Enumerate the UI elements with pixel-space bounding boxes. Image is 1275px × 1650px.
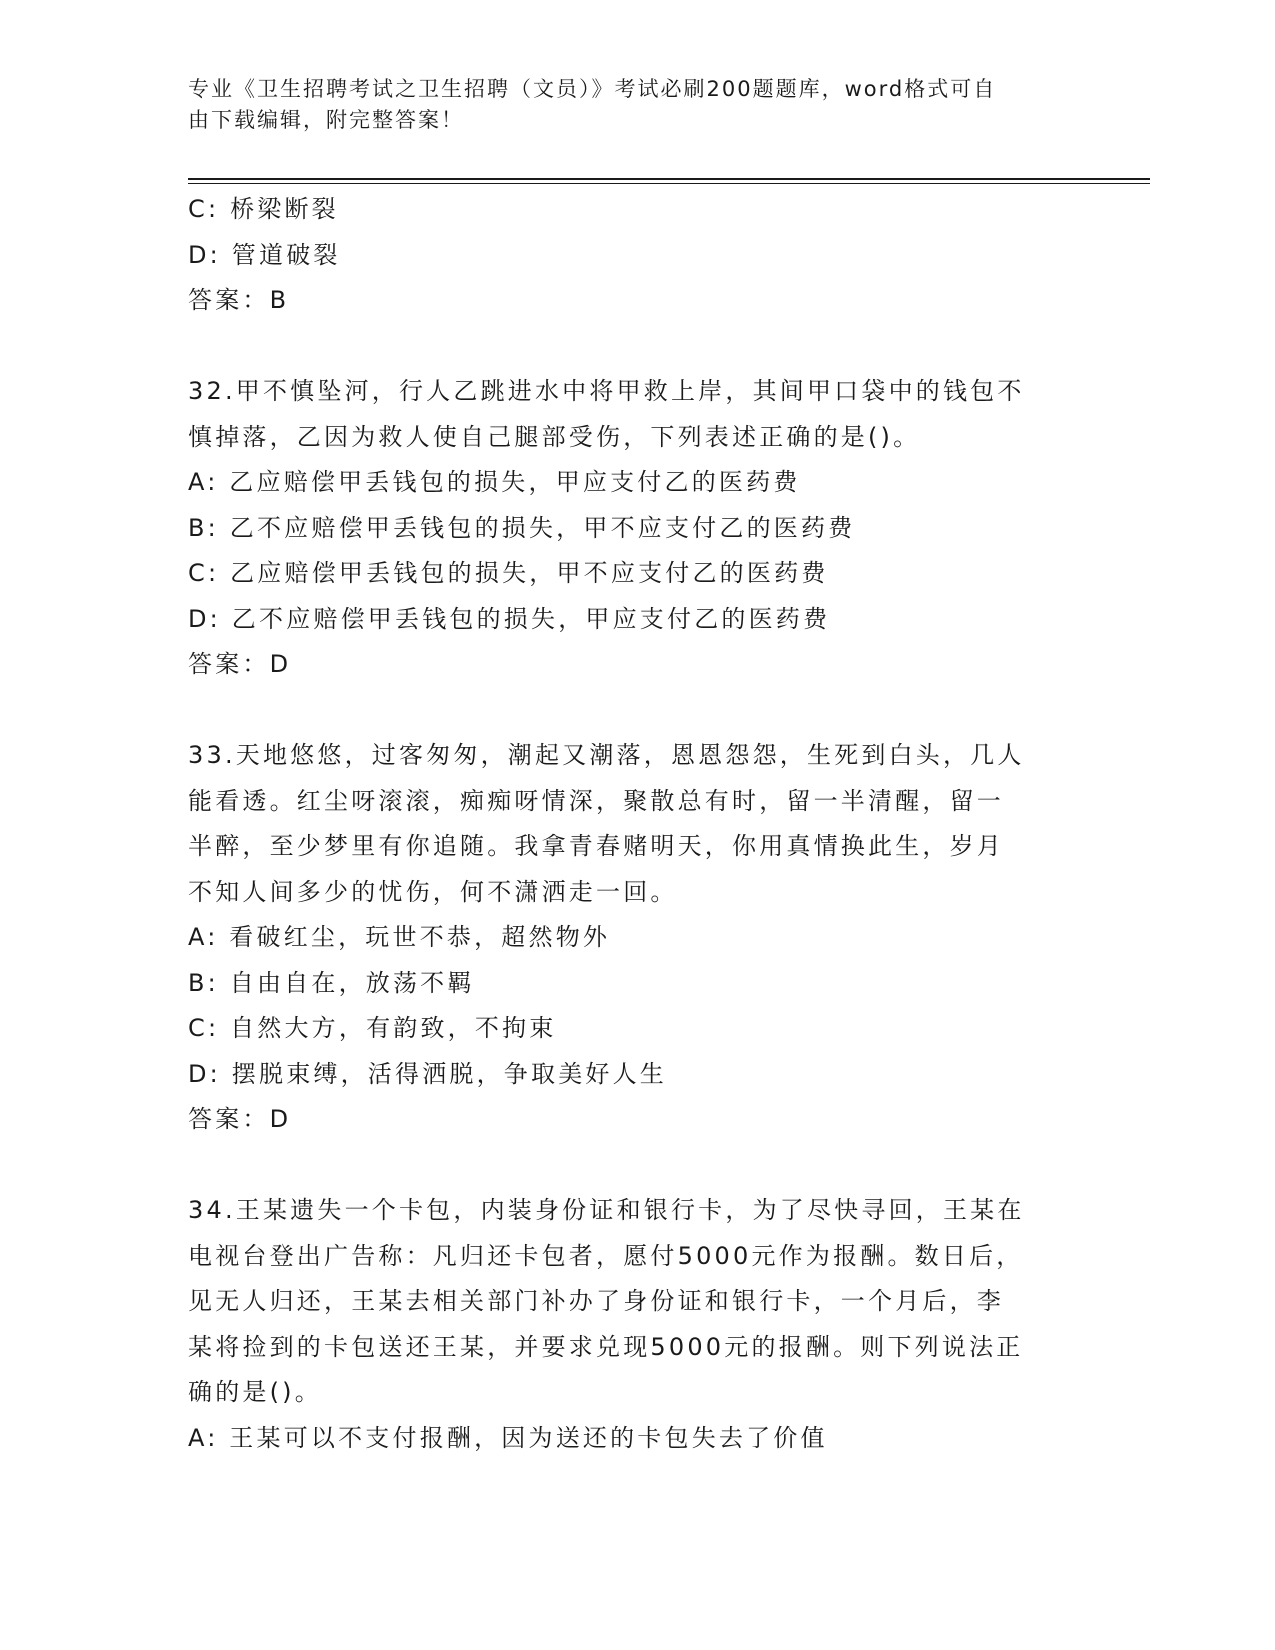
option-a: A: 王某可以不支付报酬，因为送还的卡包失去了价值 [188, 1423, 828, 1452]
answer-line: 答案：D [188, 650, 292, 678]
question-text-line: 慎掉落，乙因为救人使自己腿部受伤，下列表述正确的是()。 [188, 422, 921, 451]
question-33 [188, 733, 1088, 1143]
question-list [188, 187, 1088, 1461]
answer-line: 答案：D [188, 1105, 292, 1133]
answer-line: 答案：B [188, 286, 290, 314]
header-divider-thick [188, 178, 1150, 180]
question-text-line: 半醉，至少梦里有你追随。我拿青春赌明天，你用真情换此生，岁月 [188, 832, 1004, 860]
question-text-line: 34.王某遗失一个卡包，内装身份证和银行卡，为了尽快寻回，王某在 [188, 1196, 1025, 1224]
question-text-line: 见无人归还，王某去相关部门补办了身份证和银行卡，一个月后，李 [188, 1287, 1004, 1315]
question-text-line: 某将捡到的卡包送还王某，并要求兑现5000元的报酬。则下列说法正 [188, 1332, 1024, 1361]
question-text-line: 电视台登出广告称：凡归还卡包者，愿付5000元作为报酬。数日后， [188, 1241, 1024, 1270]
option-d: D: 乙不应赔偿甲丢钱包的损失，甲应支付乙的医药费 [188, 604, 831, 633]
spacer [188, 1143, 1088, 1189]
question-31-tail [188, 187, 1088, 324]
question-text-line: 确的是()。 [188, 1378, 322, 1406]
spacer [188, 324, 1088, 370]
option-c: C: 自然大方，有韵致，不拘束 [188, 1014, 557, 1042]
option-c: C: 桥梁断裂 [188, 195, 339, 223]
option-a: A: 乙应赔偿甲丢钱包的损失，甲应支付乙的医药费 [188, 468, 801, 496]
option-b: B: 乙不应赔偿甲丢钱包的损失，甲不应支付乙的医药费 [188, 513, 856, 542]
question-text-line: 32.甲不慎坠河，行人乙跳进水中将甲救上岸，其间甲口袋中的钱包不 [188, 377, 1025, 405]
header-line-1: 专业《卫生招聘考试之卫生招聘（文员）》考试必刷200题题库，word格式可自 [188, 77, 997, 101]
header-line-2: 由下载编辑，附完整答案！ [188, 108, 464, 132]
spacer [188, 688, 1088, 734]
question-32 [188, 369, 1088, 688]
option-b: B: 自由自在，放荡不羁 [188, 968, 475, 997]
question-34 [188, 1188, 1088, 1461]
question-text-line: 能看透。红尘呀滚滚，痴痴呀情深，聚散总有时，留一半清醒，留一 [188, 786, 1004, 815]
header-divider-thin [188, 183, 1150, 184]
question-text-line: 不知人间多少的忧伤，何不潇洒走一回。 [188, 877, 678, 906]
option-d: D: 摆脱束缚，活得洒脱，争取美好人生 [188, 1059, 667, 1088]
page-header [188, 74, 1068, 136]
option-d: D: 管道破裂 [188, 240, 341, 269]
option-c: C: 乙应赔偿甲丢钱包的损失，甲不应支付乙的医药费 [188, 559, 829, 587]
question-text-line: 33.天地悠悠，过客匆匆，潮起又潮落，恩恩怨怨，生死到白头，几人 [188, 741, 1025, 769]
option-a: A: 看破红尘，玩世不恭，超然物外 [188, 923, 611, 951]
